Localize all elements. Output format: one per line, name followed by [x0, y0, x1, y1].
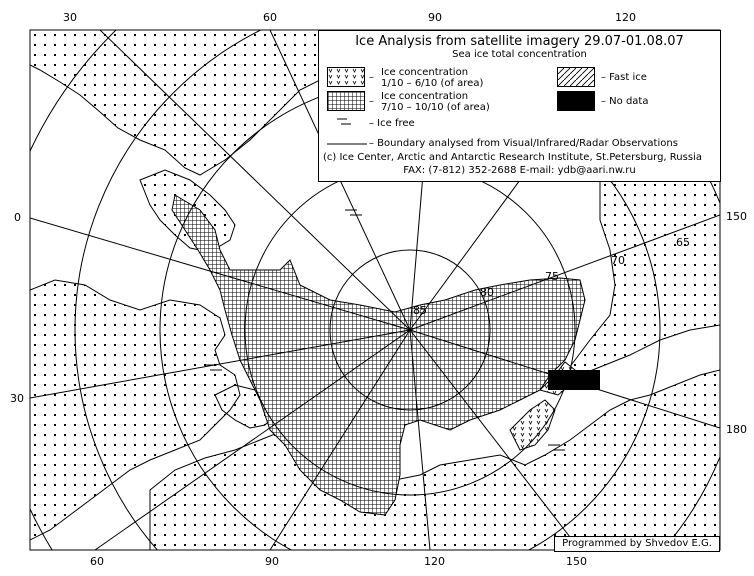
lon-label-bottom-150: 150 [566, 555, 587, 568]
lon-label-bottom-120: 120 [424, 555, 445, 568]
swatch-low-concentration [327, 67, 365, 87]
lon-label-right-150: 150 [726, 210, 747, 223]
legend-no-data-label: – No data [601, 96, 649, 107]
swatch-high-concentration [327, 91, 365, 111]
lon-label-top-60: 60 [263, 11, 277, 24]
credit: Programmed by Shvedov E.G. [554, 536, 720, 552]
legend-subtitle: Sea ice total concentration [452, 49, 587, 60]
legend-ice-free-label: – Ice free [369, 118, 415, 129]
legend [318, 30, 721, 182]
legend-low-label-1: Ice concentration [381, 67, 469, 78]
lat-label-85: 85 [413, 304, 427, 317]
swatch-no-data [557, 91, 595, 111]
legend-institute: (c) Ice Center, Arctic and Antarctic Research Institute, St.Petersburg, Russia [323, 152, 702, 163]
swatch-fast-ice [557, 67, 595, 87]
lon-label-top-30: 30 [63, 11, 77, 24]
no-data-patch [548, 370, 600, 390]
lon-label-top-120: 120 [615, 11, 636, 24]
legend-fast-ice-label: – Fast ice [601, 72, 647, 83]
lat-label-65: 65 [676, 236, 690, 249]
legend-high-dash: – [369, 96, 374, 107]
lon-label-top-90: 90 [428, 11, 442, 24]
lon-label-left-30: 30 [10, 392, 24, 405]
legend-low-dash: – [369, 72, 374, 83]
legend-title: Ice Analysis from satellite imagery 29.07-01.08.07 [355, 34, 684, 49]
legend-low-label-2: 1/10 – 6/10 (of area) [381, 78, 484, 89]
legend-high-label-1: Ice concentration [381, 91, 469, 102]
ice-free-symbol [337, 117, 353, 127]
lat-label-70: 70 [611, 254, 625, 267]
lat-label-75: 75 [545, 270, 559, 283]
legend-contact: FAX: (7-812) 352-2688 E-mail: ydb@aari.nw.ru [403, 165, 636, 176]
lon-label-right-180: 180 [726, 423, 747, 436]
lon-label-bottom-60: 60 [90, 555, 104, 568]
legend-high-label-2: 7/10 – 10/10 (of area) [381, 102, 490, 113]
lon-label-bottom-90: 90 [265, 555, 279, 568]
boundary-line-symbol [327, 141, 367, 147]
legend-boundary-label: – Boundary analysed from Visual/Infrared/Radar Observations [369, 138, 678, 149]
lat-label-80: 80 [480, 286, 494, 299]
lon-label-left-0: 0 [14, 211, 21, 224]
